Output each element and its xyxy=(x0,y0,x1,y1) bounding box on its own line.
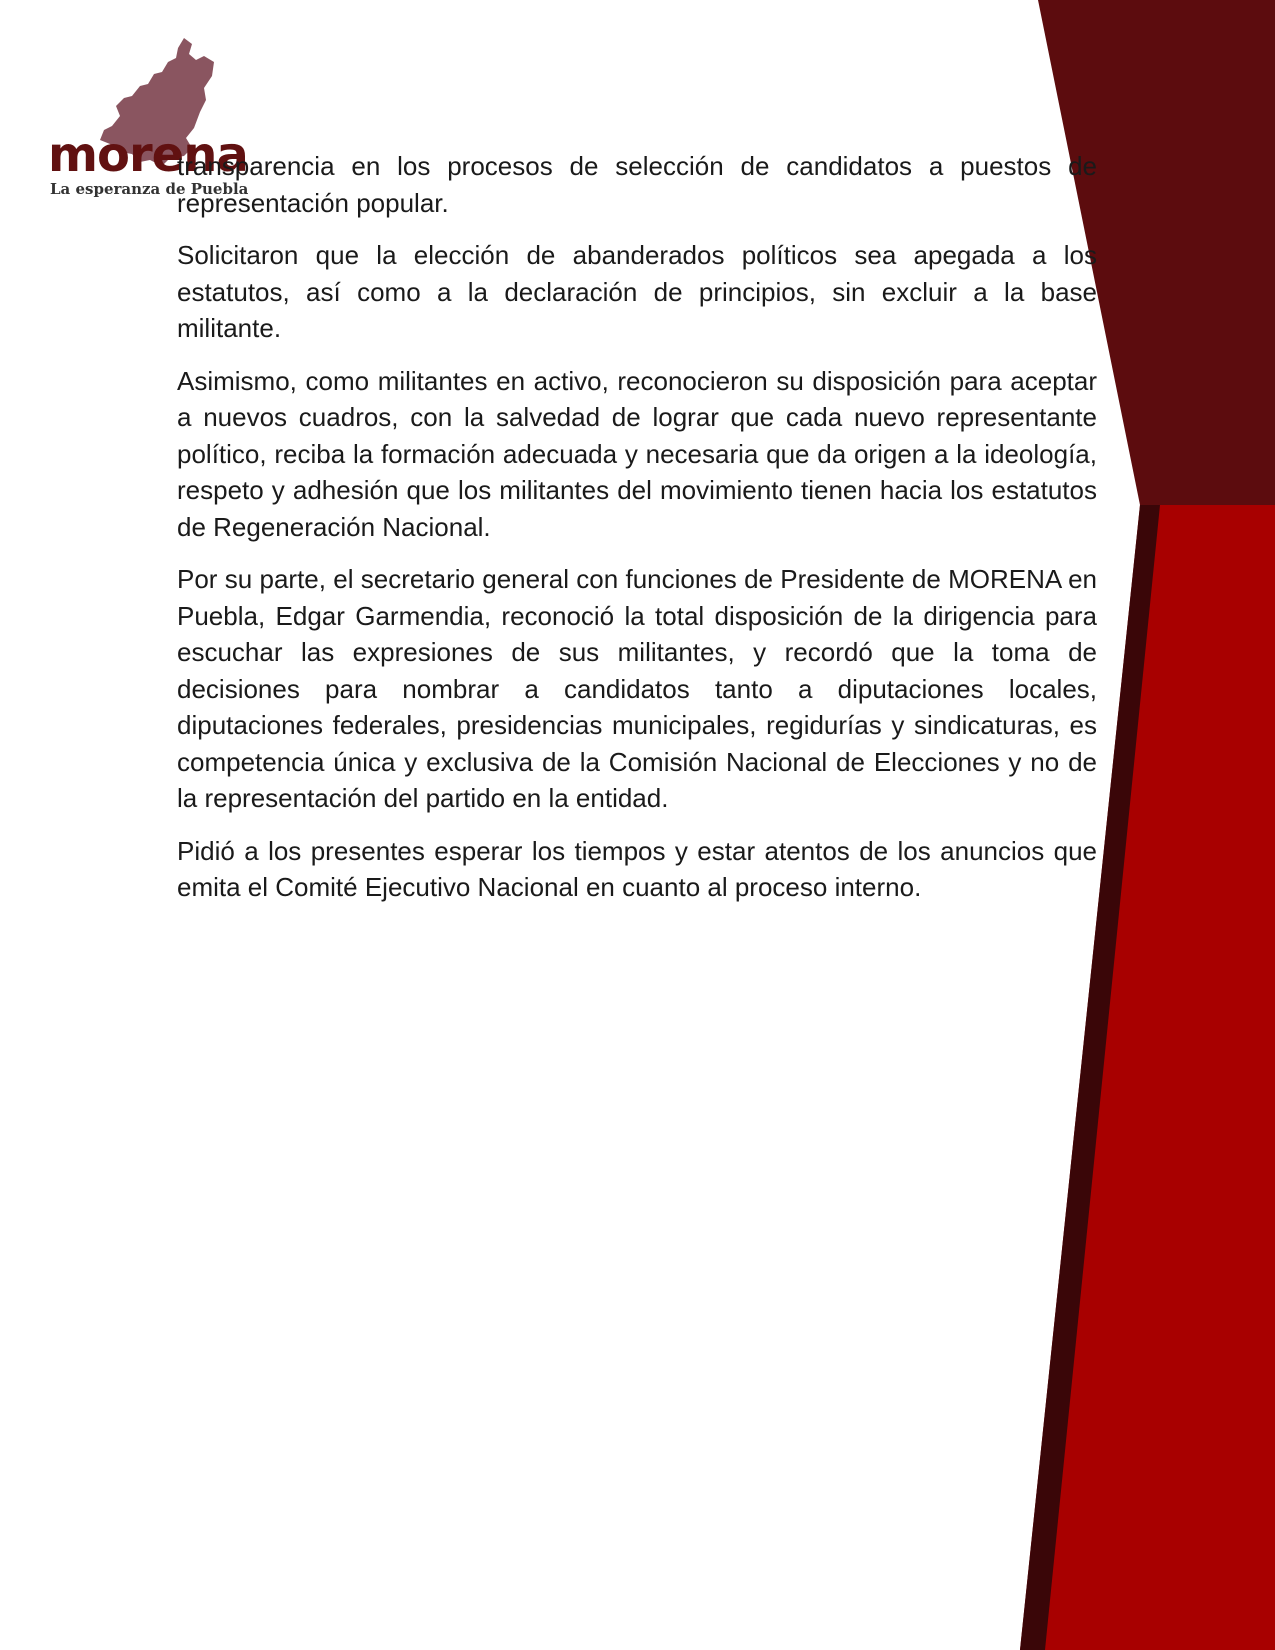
paragraph: Asimismo, como militantes en activo, reconocieron su disposición para aceptar a nuevos cuadros, con la salvedad de lograr que cada nuevo representante político, reciba la formación adecuada y necesaria que da origen a la ideología, respeto y adhesión que los militantes del movimiento tienen hacia los estatutos de Regeneración Nacional. xyxy=(177,365,1097,542)
paragraph: Por su parte, el secretario general con funciones de Presidente de MORENA en Puebla, Edgar Garmendia, reconoció la total disposición de la dirigencia para escuchar las expresiones de sus militantes, y recordó que la toma de decisiones para nombrar a candidatos tanto a diputaciones locales, diputaciones federales, presidencias municipales, regidurías y sindicaturas, es competencia única y exclusiva de la Comisión Nacional de Elecciones y no de la representación del partido en la entidad. xyxy=(177,564,1097,813)
paragraph: Solicitaron que la elección de abanderados políticos sea apegada a los estatutos, así como a la declaración de principios, sin excluir a la base militante. xyxy=(177,240,1097,343)
logo-wordmark: morena xyxy=(48,127,248,183)
paragraph: Pidió a los presentes esperar los tiempos y estar atentos de los anuncios que emita el Comité Ejecutivo Nacional en cuanto al proceso interno. xyxy=(177,835,1097,902)
logo-tagline: La esperanza de Puebla xyxy=(50,180,249,198)
document-body xyxy=(177,148,1097,922)
paragraph: transparencia en los procesos de selección de candidatos a puestos de representación popular. xyxy=(177,151,1097,218)
